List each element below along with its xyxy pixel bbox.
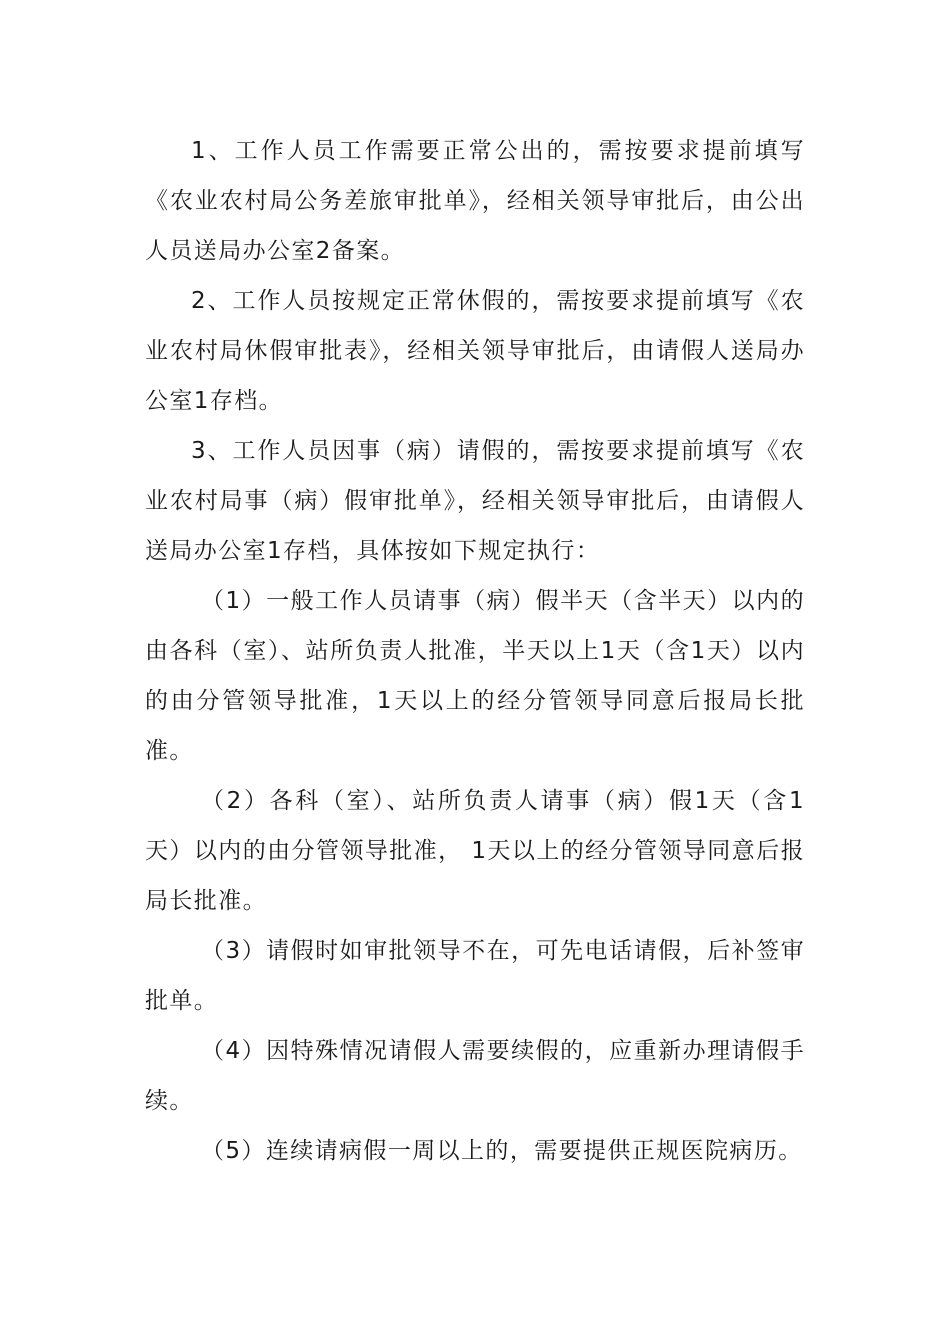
paragraph-vacation: 2、工作人员按规定正常休假的，需按要求提前填写《农业农村局休假审批表》，经相关领导审批后，由请假人送局办公室1存档。 <box>145 288 805 414</box>
paragraph-business-trip: 1、工作人员工作需要正常公出的，需按要求提前填写《农业农村局公务差旅审批单》，经相关领导审批后，由公出人员送局办公室2备案。 <box>145 138 805 264</box>
paragraph-rule-1: （1）一般工作人员请事（病）假半天（含半天）以内的由各科（室）、站所负责人批准，半天以上1天（含1天）以内的由分管领导批准，1天以上的经分管领导同意后报局长批准。 <box>145 588 805 764</box>
paragraph-rule-5: （5）连续请病假一周以上的，需要提供正规医院病历。 <box>201 1138 803 1164</box>
paragraph-rule-4: （4）因特殊情况请假人需要续假的，应重新办理请假手续。 <box>145 1038 805 1114</box>
paragraph-rule-2: （2）各科（室）、站所负责人请事（病）假1天（含1天）以内的由分管领导批准， 1天以上的经分管领导同意后报局长批准。 <box>145 788 805 914</box>
paragraph-personal-sick-leave: 3、工作人员因事（病）请假的，需按要求提前填写《农业农村局事（病）假审批单》，经相关领导审批后，由请假人送局办公室1存档，具体按如下规定执行： <box>145 438 805 564</box>
paragraph-rule-3: （3）请假时如审批领导不在，可先电话请假，后补签审批单。 <box>145 938 805 1014</box>
document-body <box>145 126 805 1176</box>
